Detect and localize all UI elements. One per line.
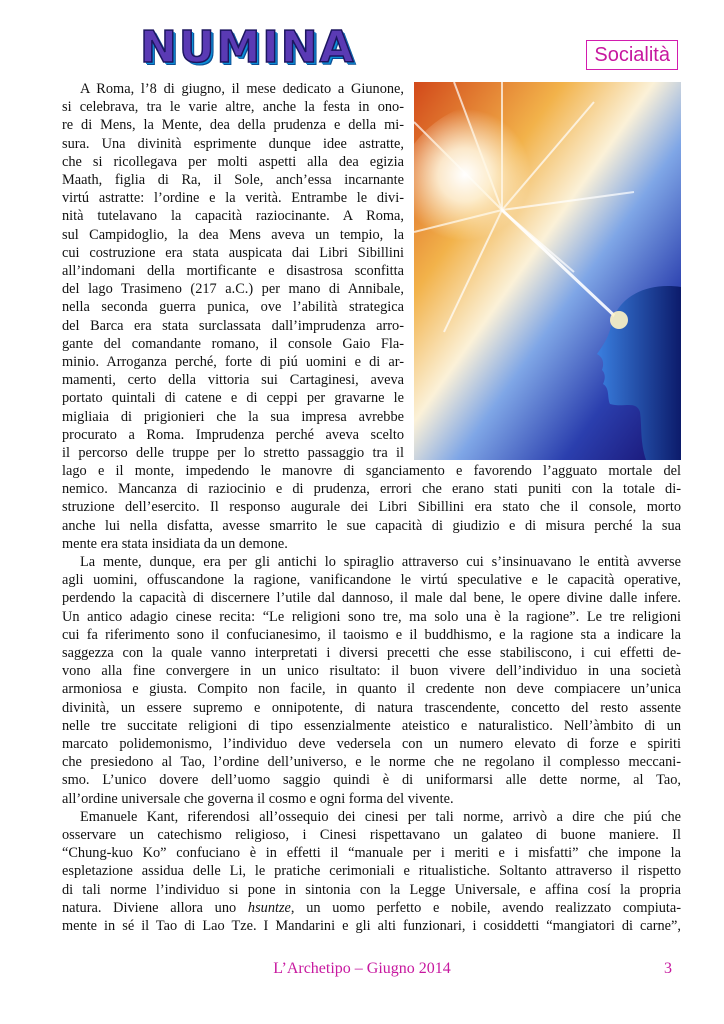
text-line: nella seconda guerra punica, ove l’abilità strategica xyxy=(62,299,404,316)
masthead-title: NUMINA xyxy=(140,22,356,73)
text-line: re di Mens, la Mente, dea della prudenza e della mi- xyxy=(62,117,404,134)
page-footer xyxy=(0,960,724,984)
text-line: natura. Diviene allora uno hsuntze, un uomo perfetto e nobile, avendo realizzato compiuta- xyxy=(62,899,681,916)
article-column-left xyxy=(62,80,404,462)
human-head-cosmic-light-image xyxy=(414,82,681,460)
text-line: perdendo la capacità di discernere l’utile dal dannoso, il male dal bene, le opere divine dalle infere. xyxy=(62,590,681,607)
italic-term: hsuntze xyxy=(247,899,291,916)
text-line: del Barca era stata surclassata dall’imprudenza arro- xyxy=(62,317,404,334)
article-column-full xyxy=(62,462,681,935)
text-line: armoniosa e giusta. Compito non facile, in quanto il credente non deve compiacere un’unica xyxy=(62,681,681,698)
section-label: Socialità xyxy=(586,40,678,70)
text-line: virtú astratte: l’ordine e la verità. Entrambe le divi- xyxy=(62,190,404,207)
text-line: cui fa riferimento sono il confucianesimo, il taoismo e il buddhismo, e la ragione sta a indicare la xyxy=(62,626,681,643)
text-line: saggezza con la quale vanno interpretati i diversi precetti che esse stabiliscono, i cui effetti de- xyxy=(62,645,681,662)
text-line: divinità, un essere supremo e onnipotente, di natura trascendente, concetto del resto assente xyxy=(62,699,681,716)
text-line: all’ordine universale che governa il cosmo e ogni forma del vivente. xyxy=(62,790,454,807)
text-line: minio. Arroganza perché, forte di piú uomini e di ar- xyxy=(62,354,404,371)
text-line: A Roma, l’8 di giugno, il mese dedicato a Giunone, xyxy=(80,81,404,97)
text-line: mente era stata insidiata da un demone. xyxy=(62,535,288,552)
text-line: migliaia di prigionieri che la sua impresa avrebbe xyxy=(62,408,404,425)
text-line: del lago Trasimeno (217 a.C.) per mano di Annibale, xyxy=(62,281,404,298)
text-line: sul Campidoglio, la dea Mens aveva un tempio, la xyxy=(62,226,404,243)
text-line: anche lui nella disfatta, avesse smarrito le sue capacità di giudizio e di misura perché la sua xyxy=(62,517,681,534)
text-line: Maath, figlia di Ra, il Sole, anch’essa incarnante xyxy=(62,172,404,189)
text-line: il percorso delle truppe per lo stretto passaggio tra il xyxy=(62,445,404,462)
text-line: vono alla fine convergere in un unico risultato: il buon vivere dell’individuo in una società xyxy=(62,663,681,680)
footer-publication: L’Archetipo – Giugno 2014 xyxy=(273,960,451,977)
text-line: che presiedono al Tao, l’ordine dell’universo, e le norme che ne regolano il complesso meccani- xyxy=(62,754,681,771)
text-line: di tali norme l’individuo si pone in sintonia con la Legge Universale, e affina cosí la propria xyxy=(62,881,681,898)
text-line: “Chung-kuo Ko” confuciano è in effetti il “manuale per i meriti e i misfatti” che impone la xyxy=(62,845,681,862)
text-line: struzione dell’esercito. Il responso augurale dei Libri Sibillini era stato che il console, morto xyxy=(62,499,681,516)
text-line: nemico. Mancanza di raziocinio e di prudenza, errori che erano stati puniti con la totale di- xyxy=(62,481,681,498)
text-line: La mente, dunque, era per gli antichi lo spiraglio attraverso cui s’insinuavano le entità avverse xyxy=(80,554,681,571)
text-line: all’indomani della mortificante e disastrosa sconfitta xyxy=(62,263,404,280)
text-line: nità tutelavano la capacità raziocinante. A Roma, xyxy=(62,208,404,225)
text-line: mente in sé il Tao di Lao Tze. I Mandarini e gli alti funzionari, i cosiddetti “mangiatori di carne”, xyxy=(62,918,681,935)
text-line: agli uomini, offuscandone la ragione, vanificandone le virtú speculative e le capacità operative, xyxy=(62,572,681,589)
text-line: Un antico adagio cinese recita: “Le religioni sono tre, ma solo una è la ragione”. Le tre religioni xyxy=(62,608,681,625)
text-line: nelle tre succitate religioni di tipo essenzialmente ateistico e naturalistico. Nell’àmbito di un xyxy=(62,717,681,734)
page-number: 3 xyxy=(664,960,672,977)
text-line: che si ricollegava per molti aspetti alla dea egizia xyxy=(62,153,404,170)
text-line: si celebrava, tra le varie altre, anche la festa in ono- xyxy=(62,99,404,116)
text-line: osservare un catechismo religioso, i Cinesi rispettavano un galateo di buone maniere. Il xyxy=(62,827,681,844)
text-line: gante del comandante romano, il console Gaio Fla- xyxy=(62,335,404,352)
text-line: procurato a Roma. Imprudenza perché aveva scelto xyxy=(62,426,404,443)
text-line: espletazione assidua delle Li, le pratiche cerimoniali e ritualistiche. Soltanto attraverso il rispetto xyxy=(62,863,681,880)
text-line: marcato polidemonismo, l’individuo deve vedersela con un numero elevato di forze e spiriti xyxy=(62,736,681,753)
text-line: mamenti, certo della vittoria sui Cartaginesi, aveva xyxy=(62,372,404,389)
text-line: lago e il monte, impedendo le manovre di sganciamento e favorendo l’agguato mortale del xyxy=(62,463,681,479)
text-line: smo. L’unico dovere dell’uomo saggio quindi è di uniformarsi alle dette norme, al Tao, xyxy=(62,772,681,789)
text-line: portato quintali di catene e di ceppi per gravarne le xyxy=(62,390,404,407)
text-line: sura. Una divinità esprimente dunque idee astratte, xyxy=(62,135,404,152)
text-line: cui costruzione era stata auspicata dai Libri Sibillini xyxy=(62,244,404,261)
text-line: Emanuele Kant, riferendosi all’ossequio dei cinesi per tali norme, arrivò a dire che piú che xyxy=(80,808,681,825)
